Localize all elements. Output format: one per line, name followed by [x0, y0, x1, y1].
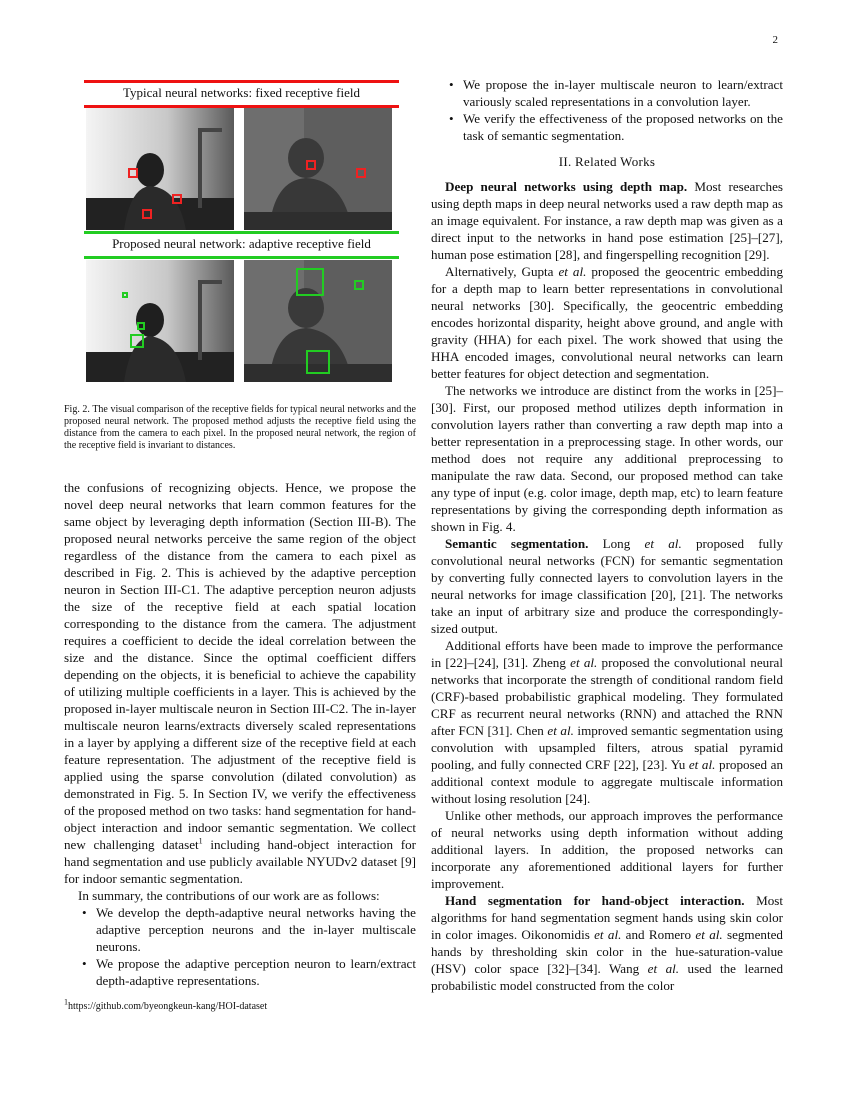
paragraph-additional-efforts [431, 637, 783, 807]
page-number: 2 [772, 34, 778, 46]
paragraph-heading: Deep neural networks using depth map. [445, 179, 688, 194]
intro-paragraph [64, 479, 416, 887]
et-al: et al. [558, 264, 587, 279]
contribution-item: • We verify the effectiveness of the proposed networks on the task of semantic segmentation. [431, 110, 783, 144]
paragraph-text: improved semantic segmentation using convolution with upsampled filters, atrous spatial pyramid pooling, and fully connected CRF [22], [23]. Yu [431, 723, 783, 772]
paragraph-distinct: The networks we introduce are distinct from the works in [25]–[30]. First, our proposed method utilizes depth information in convolution layers rather than converting a raw depth map into a better representation in a preprocessing stage. In other words, our method does not require any additional preprocessing to manipulate the raw data. Second, our proposed method can take any type of input (e.g. color image, depth map, etc) to learn feature representations by giving the corresponding depth information as shown in Fig. 4. [431, 383, 783, 534]
footnote-ref[interactable]: 1 [198, 836, 203, 846]
receptive-field-box [128, 168, 138, 178]
et-al: et al. [594, 927, 622, 942]
section-heading: II. Related Works [558, 154, 656, 169]
paragraph-gupta [431, 263, 783, 382]
figure-caption: Fig. 2. The visual comparison of the receptive fields for typical neural networks and the proposed neural network. The proposed method adjusts the receptive field using the distance from the camera to each pixel. In the proposed neural network, the region of the receptive field is invariant to distances. [64, 404, 416, 451]
paragraph-text: Most algorithms for hand segmentation segment hands using skin color in color images. Oikonomidis [431, 893, 783, 942]
receptive-field-box [172, 194, 182, 204]
contribution-item: • We propose the adaptive perception neuron to learn/extract depth-adaptive representations. [64, 955, 416, 989]
paragraph-hand-seg [431, 892, 783, 994]
receptive-field-box [142, 209, 152, 219]
intro-text: the confusions of recognizing objects. Hence, we propose the novel deep neural networks that learn common features for the same object by leveraging depth information (Section III-B). The proposed neural networks perceive the same region of the object regardless of the distance from the camera to each pixel as described in Fig. 2. This is achieved by the adaptive perception neuron in Section III-C1. The adaptive perception neuron adjusts the size of the receptive field at each spatial location corresponding to the distance from the camera. The adjustment requires a coefficient to decide the ideal correlation between the size and the distance. Since the optimal coefficient differs depending on the objects, it is beneficial to achieve the capability of utilizing multiple coefficients in a layer. This is achieved by the proposed in-layer multiscale neuron in Section III-C2. The in-layer multiscale neuron learns/extracts diversely scaled representations in a layer by applying a different size of the receptive field at each feature representation. The adjustment of the receptive field is applied using the sparse convolution (dilated convolution) as demonstrated in Fig. 5. In Section IV, we verify the effectiveness of the proposed method on two tasks: hand segmentation for hand-object interaction and indoor semantic segmentation. We collect new challenging dataset [64, 480, 416, 852]
right-column [431, 76, 783, 994]
adaptive-field-label: Proposed neural network: adaptive receptive field [84, 231, 399, 259]
paragraph-text: proposed an additional context module to aggregate multiscale information without losing resolution [24]. [431, 757, 783, 806]
receptive-field-box [296, 268, 324, 296]
depth-image-top-left [86, 108, 234, 230]
receptive-field-box [122, 292, 128, 298]
paragraph-text: used the learned probabilistic model constructed from the color [431, 961, 783, 993]
footnote [64, 997, 416, 1012]
contributions-list-right [431, 76, 783, 144]
et-al: et al. [547, 723, 574, 738]
footnote-mark: 1 [64, 997, 68, 1007]
contribution-item: • We develop the depth-adaptive neural networks having the adaptive perception neurons and the in-layer multiscale neurons. [64, 904, 416, 955]
footnote-link[interactable]: https://github.com/byeongkeun-kang/HOI-dataset [68, 1001, 268, 1012]
paragraph-text: Additional efforts have been made to improve the performance in [22]–[24], [31]. Zheng [431, 638, 783, 670]
left-column [64, 74, 416, 1012]
paragraph-text: and Romero [621, 927, 696, 942]
paragraph-text: Most researches using depth maps in deep neural networks used a raw depth map as an image equivalent. For instance, a raw depth map was given as a direct input to the networks in hand pose estimation [25]–[27], human pose estimation [28], and fingerspelling recognition [29]. [431, 179, 783, 262]
paragraph-heading: Semantic segmentation. [445, 536, 589, 551]
depth-image-bottom-left [86, 260, 234, 382]
contributions-list-left [64, 904, 416, 989]
paragraph-unlike: Unlike other methods, our approach improves the performance of neural networks using depth information without adding additional layers. In addition, the proposed networks can incorporate any aforementioned additional layers for further improvement. [431, 808, 783, 891]
paragraph-depth-networks [431, 178, 783, 263]
receptive-field-box [306, 160, 316, 170]
paragraph-text: proposed the geocentric embedding for a depth map to learn better representations in convolutional neural networks [30]. Specifically, the geocentric embedding encodes horizontal disparity, height above ground, and angle with gravity (HHA) for each pixel. The work showed that using the HHA encoded images, convolutional neural networks can learn better features for object detection and segmentation. [431, 264, 783, 381]
intro-text-tail: including hand-object interaction for hand segmentation and use publicly available NYUDv2 dataset [9] for indoor semantic segmentation. [64, 837, 416, 886]
paragraph-heading: Hand segmentation for hand-object interaction. [445, 893, 745, 908]
figure-2 [64, 74, 416, 396]
receptive-field-box [356, 168, 366, 178]
depth-image-top-right [244, 108, 392, 230]
receptive-field-box [354, 280, 364, 290]
paragraph-semantic-seg [431, 535, 783, 637]
et-al: et al. [647, 961, 680, 976]
et-al: et al. [570, 655, 598, 670]
paragraph-text: proposed the convolutional neural networks that incorporate the strength of conditional random field (CRF)-based probabilistic graphical modeling. They formulated CRF as recurrent neural networks (RNN) and attached the RNN after FCN [31]. Chen [431, 655, 783, 738]
contribution-item: • We propose the in-layer multiscale neuron to learn/extract variously scaled representations in a convolution layer. [431, 76, 783, 110]
paragraph-text: proposed fully convolutional neural networks (FCN) for semantic segmentation by converting fully connected layers to convolution layers in the neural networks for image classification [20], [21]. The networks take an input of arbitrary size and produce the correspondingly-sized output. [431, 536, 783, 636]
contributions-intro: In summary, the contributions of our work are as follows: [78, 888, 380, 903]
paragraph-text: segmented hands by thresholding skin color in the hue-saturation-value (HSV) color space [32]–[34]. Wang [431, 927, 783, 976]
receptive-field-box [137, 322, 145, 330]
fixed-field-label: Typical neural networks: fixed receptive field [84, 80, 399, 108]
paragraph-text: Long [588, 536, 645, 551]
et-al: et al. [644, 536, 682, 551]
et-al: et al. [688, 757, 716, 772]
depth-image-bottom-right [244, 260, 392, 382]
receptive-field-box [306, 350, 330, 374]
paragraph-text: Alternatively, Gupta [445, 264, 559, 279]
receptive-field-box [130, 334, 144, 348]
et-al: et al. [695, 927, 723, 942]
